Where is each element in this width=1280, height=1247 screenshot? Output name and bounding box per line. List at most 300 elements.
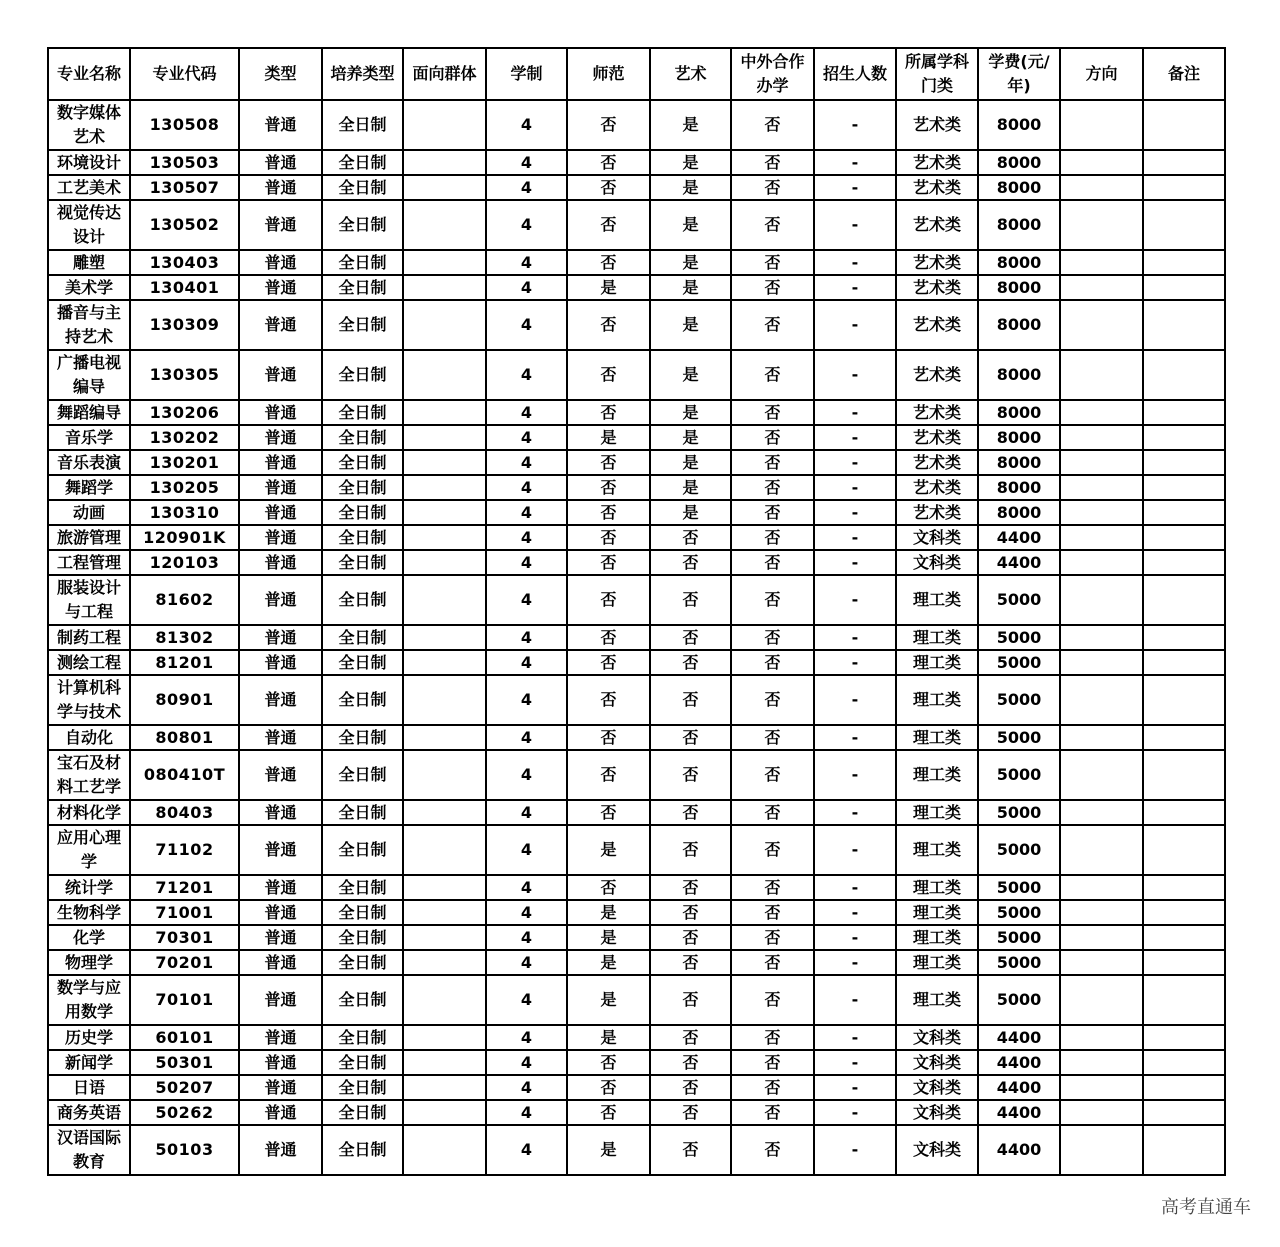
tuition-cell: 4400 [978,1100,1060,1125]
major-name-cell: 物理学 [48,950,130,975]
category-cell: 艺术类 [896,350,978,400]
normal-cell: 否 [567,725,650,750]
normal-cell: 否 [567,875,650,900]
header-cell: 艺术 [650,48,731,100]
art-cell: 是 [650,300,731,350]
major-code-cell: 080410T [130,750,239,800]
joint-program-cell: 否 [731,925,814,950]
direction-cell [1060,175,1143,200]
normal-cell: 否 [567,800,650,825]
remark-cell [1143,250,1225,275]
normal-cell: 否 [567,100,650,150]
header-cell: 招生人数 [814,48,896,100]
major-code-cell: 130310 [130,500,239,525]
category-cell: 艺术类 [896,250,978,275]
type-cell: 普通 [239,900,322,925]
tuition-cell: 8000 [978,425,1060,450]
tuition-cell: 8000 [978,300,1060,350]
major-name-cell: 舞蹈编导 [48,400,130,425]
duration-cell: 4 [486,625,567,650]
study-mode-cell: 全日制 [322,1100,403,1125]
direction-cell [1060,275,1143,300]
major-code-cell: 81201 [130,650,239,675]
duration-cell: 4 [486,250,567,275]
art-cell: 否 [650,625,731,650]
category-cell: 理工类 [896,650,978,675]
category-cell: 文科类 [896,1050,978,1075]
type-cell: 普通 [239,650,322,675]
target-group-cell [403,725,486,750]
header-cell: 面向群体 [403,48,486,100]
enrollment-cell: - [814,275,896,300]
joint-program-cell: 否 [731,200,814,250]
study-mode-cell: 全日制 [322,750,403,800]
table-row [48,725,1225,750]
direction-cell [1060,500,1143,525]
type-cell: 普通 [239,950,322,975]
majors-table [47,47,1226,1176]
direction-cell [1060,1125,1143,1175]
major-code-cell: 120103 [130,550,239,575]
remark-cell [1143,1025,1225,1050]
study-mode-cell: 全日制 [322,650,403,675]
art-cell: 是 [650,350,731,400]
duration-cell: 4 [486,550,567,575]
header-cell: 备注 [1143,48,1225,100]
normal-cell: 是 [567,275,650,300]
tuition-cell: 5000 [978,825,1060,875]
category-cell: 艺术类 [896,475,978,500]
tuition-cell: 5000 [978,750,1060,800]
joint-program-cell: 否 [731,875,814,900]
remark-cell [1143,200,1225,250]
normal-cell: 否 [567,1075,650,1100]
study-mode-cell: 全日制 [322,475,403,500]
direction-cell [1060,975,1143,1025]
category-cell: 艺术类 [896,400,978,425]
table-body [48,100,1225,1175]
table-row [48,275,1225,300]
target-group-cell [403,925,486,950]
enrollment-cell: - [814,500,896,525]
major-name-cell: 计算机科学与技术 [48,675,130,725]
tuition-cell: 4400 [978,1075,1060,1100]
target-group-cell [403,550,486,575]
direction-cell [1060,1025,1143,1050]
art-cell: 否 [650,750,731,800]
remark-cell [1143,750,1225,800]
header-cell: 方向 [1060,48,1143,100]
art-cell: 否 [650,525,731,550]
enrollment-cell: - [814,250,896,275]
direction-cell [1060,650,1143,675]
joint-program-cell: 否 [731,275,814,300]
table-row [48,150,1225,175]
joint-program-cell: 否 [731,1125,814,1175]
direction-cell [1060,725,1143,750]
normal-cell: 否 [567,350,650,400]
normal-cell: 否 [567,450,650,475]
enrollment-cell: - [814,650,896,675]
type-cell: 普通 [239,1025,322,1050]
joint-program-cell: 否 [731,1075,814,1100]
type-cell: 普通 [239,525,322,550]
target-group-cell [403,625,486,650]
major-name-cell: 制药工程 [48,625,130,650]
duration-cell: 4 [486,525,567,550]
duration-cell: 4 [486,750,567,800]
duration-cell: 4 [486,1025,567,1050]
remark-cell [1143,450,1225,475]
normal-cell: 否 [567,150,650,175]
study-mode-cell: 全日制 [322,425,403,450]
remark-cell [1143,300,1225,350]
category-cell: 理工类 [896,950,978,975]
category-cell: 理工类 [896,925,978,950]
tuition-cell: 5000 [978,900,1060,925]
major-code-cell: 81302 [130,625,239,650]
major-code-cell: 80901 [130,675,239,725]
target-group-cell [403,650,486,675]
remark-cell [1143,475,1225,500]
enrollment-cell: - [814,1050,896,1075]
table-row [48,925,1225,950]
type-cell: 普通 [239,975,322,1025]
direction-cell [1060,875,1143,900]
direction-cell [1060,550,1143,575]
remark-cell [1143,150,1225,175]
target-group-cell [403,950,486,975]
type-cell: 普通 [239,1075,322,1100]
remark-cell [1143,500,1225,525]
study-mode-cell: 全日制 [322,1125,403,1175]
header-cell: 中外合作办学 [731,48,814,100]
duration-cell: 4 [486,200,567,250]
target-group-cell [403,100,486,150]
direction-cell [1060,1100,1143,1125]
joint-program-cell: 否 [731,825,814,875]
remark-cell [1143,950,1225,975]
category-cell: 艺术类 [896,500,978,525]
type-cell: 普通 [239,1100,322,1125]
target-group-cell [403,675,486,725]
remark-cell [1143,725,1225,750]
normal-cell: 是 [567,900,650,925]
type-cell: 普通 [239,100,322,150]
tuition-cell: 8000 [978,200,1060,250]
type-cell: 普通 [239,1050,322,1075]
table-row [48,625,1225,650]
table-row [48,675,1225,725]
enrollment-cell: - [814,425,896,450]
major-code-cell: 70101 [130,975,239,1025]
art-cell: 否 [650,575,731,625]
direction-cell [1060,1075,1143,1100]
direction-cell [1060,475,1143,500]
joint-program-cell: 否 [731,975,814,1025]
enrollment-cell: - [814,100,896,150]
tuition-cell: 5000 [978,625,1060,650]
joint-program-cell: 否 [731,450,814,475]
tuition-cell: 5000 [978,925,1060,950]
major-code-cell: 130503 [130,150,239,175]
tuition-cell: 8000 [978,450,1060,475]
type-cell: 普通 [239,500,322,525]
joint-program-cell: 否 [731,550,814,575]
remark-cell [1143,1075,1225,1100]
major-name-cell: 工艺美术 [48,175,130,200]
normal-cell: 否 [567,500,650,525]
art-cell: 否 [650,550,731,575]
tuition-cell: 4400 [978,550,1060,575]
joint-program-cell: 否 [731,250,814,275]
category-cell: 理工类 [896,875,978,900]
tuition-cell: 4400 [978,1050,1060,1075]
category-cell: 艺术类 [896,150,978,175]
joint-program-cell: 否 [731,1050,814,1075]
major-name-cell: 应用心理学 [48,825,130,875]
header-cell: 专业代码 [130,48,239,100]
tuition-cell: 5000 [978,975,1060,1025]
target-group-cell [403,525,486,550]
target-group-cell [403,150,486,175]
major-code-cell: 130309 [130,300,239,350]
enrollment-cell: - [814,1125,896,1175]
type-cell: 普通 [239,400,322,425]
type-cell: 普通 [239,725,322,750]
category-cell: 理工类 [896,575,978,625]
joint-program-cell: 否 [731,575,814,625]
remark-cell [1143,275,1225,300]
category-cell: 文科类 [896,1075,978,1100]
study-mode-cell: 全日制 [322,350,403,400]
major-name-cell: 环境设计 [48,150,130,175]
direction-cell [1060,525,1143,550]
study-mode-cell: 全日制 [322,250,403,275]
art-cell: 否 [650,1025,731,1050]
major-code-cell: 130502 [130,200,239,250]
target-group-cell [403,1050,486,1075]
art-cell: 否 [650,1125,731,1175]
study-mode-cell: 全日制 [322,525,403,550]
category-cell: 理工类 [896,975,978,1025]
art-cell: 否 [650,650,731,675]
tuition-cell: 5000 [978,950,1060,975]
target-group-cell [403,975,486,1025]
tuition-cell: 8000 [978,250,1060,275]
direction-cell [1060,1050,1143,1075]
joint-program-cell: 否 [731,800,814,825]
target-group-cell [403,800,486,825]
study-mode-cell: 全日制 [322,900,403,925]
table-row [48,525,1225,550]
art-cell: 否 [650,725,731,750]
enrollment-cell: - [814,350,896,400]
joint-program-cell: 否 [731,400,814,425]
table-row [48,400,1225,425]
normal-cell: 是 [567,1125,650,1175]
category-cell: 理工类 [896,725,978,750]
major-name-cell: 历史学 [48,1025,130,1050]
direction-cell [1060,400,1143,425]
table-row [48,1025,1225,1050]
art-cell: 否 [650,975,731,1025]
joint-program-cell: 否 [731,475,814,500]
enrollment-cell: - [814,675,896,725]
study-mode-cell: 全日制 [322,200,403,250]
enrollment-cell: - [814,725,896,750]
enrollment-cell: - [814,550,896,575]
tuition-cell: 5000 [978,650,1060,675]
direction-cell [1060,250,1143,275]
normal-cell: 否 [567,750,650,800]
type-cell: 普通 [239,550,322,575]
enrollment-cell: - [814,200,896,250]
target-group-cell [403,450,486,475]
normal-cell: 否 [567,175,650,200]
header-row [48,48,1225,100]
category-cell: 文科类 [896,1100,978,1125]
major-code-cell: 50301 [130,1050,239,1075]
remark-cell [1143,975,1225,1025]
target-group-cell [403,200,486,250]
study-mode-cell: 全日制 [322,725,403,750]
enrollment-cell: - [814,400,896,425]
art-cell: 是 [650,275,731,300]
remark-cell [1143,525,1225,550]
target-group-cell [403,475,486,500]
normal-cell: 是 [567,925,650,950]
enrollment-cell: - [814,450,896,475]
major-name-cell: 数学与应用数学 [48,975,130,1025]
category-cell: 理工类 [896,825,978,875]
type-cell: 普通 [239,300,322,350]
remark-cell [1143,875,1225,900]
major-name-cell: 音乐表演 [48,450,130,475]
art-cell: 是 [650,425,731,450]
major-code-cell: 130508 [130,100,239,150]
duration-cell: 4 [486,800,567,825]
enrollment-cell: - [814,300,896,350]
direction-cell [1060,925,1143,950]
major-code-cell: 130403 [130,250,239,275]
major-name-cell: 动画 [48,500,130,525]
category-cell: 文科类 [896,1125,978,1175]
major-name-cell: 工程管理 [48,550,130,575]
remark-cell [1143,100,1225,150]
duration-cell: 4 [486,500,567,525]
table-row [48,1075,1225,1100]
study-mode-cell: 全日制 [322,575,403,625]
remark-cell [1143,675,1225,725]
major-code-cell: 50207 [130,1075,239,1100]
normal-cell: 是 [567,1025,650,1050]
major-name-cell: 视觉传达设计 [48,200,130,250]
study-mode-cell: 全日制 [322,400,403,425]
target-group-cell [403,175,486,200]
normal-cell: 否 [567,475,650,500]
normal-cell: 否 [567,1100,650,1125]
normal-cell: 否 [567,525,650,550]
tuition-cell: 4400 [978,1025,1060,1050]
art-cell: 否 [650,900,731,925]
art-cell: 是 [650,100,731,150]
type-cell: 普通 [239,1125,322,1175]
type-cell: 普通 [239,925,322,950]
tuition-cell: 8000 [978,350,1060,400]
remark-cell [1143,550,1225,575]
joint-program-cell: 否 [731,300,814,350]
major-name-cell: 数字媒体艺术 [48,100,130,150]
major-name-cell: 广播电视编导 [48,350,130,400]
art-cell: 否 [650,800,731,825]
joint-program-cell: 否 [731,500,814,525]
target-group-cell [403,875,486,900]
study-mode-cell: 全日制 [322,550,403,575]
category-cell: 艺术类 [896,100,978,150]
joint-program-cell: 否 [731,525,814,550]
category-cell: 理工类 [896,900,978,925]
duration-cell: 4 [486,100,567,150]
category-cell: 艺术类 [896,275,978,300]
duration-cell: 4 [486,275,567,300]
major-name-cell: 化学 [48,925,130,950]
major-code-cell: 130507 [130,175,239,200]
duration-cell: 4 [486,900,567,925]
major-name-cell: 美术学 [48,275,130,300]
tuition-cell: 8000 [978,475,1060,500]
target-group-cell [403,250,486,275]
study-mode-cell: 全日制 [322,500,403,525]
remark-cell [1143,900,1225,925]
major-code-cell: 81602 [130,575,239,625]
remark-cell [1143,400,1225,425]
remark-cell [1143,350,1225,400]
study-mode-cell: 全日制 [322,925,403,950]
joint-program-cell: 否 [731,725,814,750]
direction-cell [1060,750,1143,800]
study-mode-cell: 全日制 [322,150,403,175]
duration-cell: 4 [486,400,567,425]
header-cell: 学制 [486,48,567,100]
header-cell: 专业名称 [48,48,130,100]
normal-cell: 否 [567,575,650,625]
normal-cell: 否 [567,300,650,350]
duration-cell: 4 [486,1100,567,1125]
table-row [48,200,1225,250]
enrollment-cell: - [814,625,896,650]
target-group-cell [403,500,486,525]
remark-cell [1143,800,1225,825]
normal-cell: 是 [567,825,650,875]
table-row [48,875,1225,900]
normal-cell: 是 [567,975,650,1025]
major-name-cell: 服装设计与工程 [48,575,130,625]
table-row [48,350,1225,400]
major-code-cell: 71102 [130,825,239,875]
duration-cell: 4 [486,175,567,200]
duration-cell: 4 [486,1125,567,1175]
major-code-cell: 120901K [130,525,239,550]
type-cell: 普通 [239,150,322,175]
enrollment-cell: - [814,925,896,950]
major-code-cell: 130201 [130,450,239,475]
header-cell: 学费(元/年) [978,48,1060,100]
study-mode-cell: 全日制 [322,625,403,650]
type-cell: 普通 [239,750,322,800]
joint-program-cell: 否 [731,150,814,175]
remark-cell [1143,175,1225,200]
